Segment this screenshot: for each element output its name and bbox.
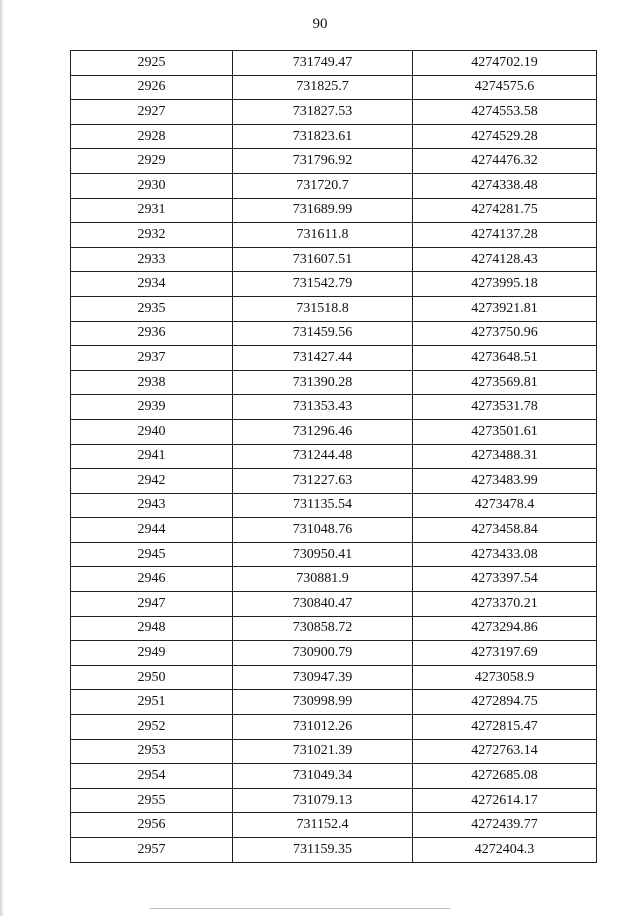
point-number-cell: 2946 [71,567,233,592]
point-number-cell: 2955 [71,788,233,813]
x-coordinate-cell: 731689.99 [233,198,413,223]
x-coordinate-cell: 731390.28 [233,370,413,395]
y-coordinate-cell: 4273483.99 [413,469,597,494]
y-coordinate-cell: 4273750.96 [413,321,597,346]
table-row [71,764,597,789]
point-number-cell: 2939 [71,395,233,420]
table-body [71,51,597,863]
x-coordinate-cell: 730998.99 [233,690,413,715]
x-coordinate-cell: 731749.47 [233,51,413,76]
point-number-cell: 2948 [71,616,233,641]
point-number-cell: 2928 [71,124,233,149]
x-coordinate-cell: 731518.8 [233,296,413,321]
x-coordinate-cell: 731720.7 [233,173,413,198]
x-coordinate-cell: 731021.39 [233,739,413,764]
x-coordinate-cell: 731542.79 [233,272,413,297]
x-coordinate-cell: 731135.54 [233,493,413,518]
point-number-cell: 2934 [71,272,233,297]
table-row [71,173,597,198]
point-number-cell: 2929 [71,149,233,174]
x-coordinate-cell: 731048.76 [233,518,413,543]
point-number-cell: 2949 [71,641,233,666]
point-number-cell: 2950 [71,665,233,690]
y-coordinate-cell: 4273569.81 [413,370,597,395]
y-coordinate-cell: 4274476.32 [413,149,597,174]
y-coordinate-cell: 4272763.14 [413,739,597,764]
point-number-cell: 2938 [71,370,233,395]
x-coordinate-cell: 731227.63 [233,469,413,494]
table-row [71,567,597,592]
table-row [71,272,597,297]
x-coordinate-cell: 731796.92 [233,149,413,174]
y-coordinate-cell: 4273478.4 [413,493,597,518]
y-coordinate-cell: 4273488.31 [413,444,597,469]
y-coordinate-cell: 4274128.43 [413,247,597,272]
y-coordinate-cell: 4274137.28 [413,223,597,248]
point-number-cell: 2942 [71,469,233,494]
table-row [71,149,597,174]
point-number-cell: 2952 [71,715,233,740]
point-number-cell: 2930 [71,173,233,198]
table-row [71,395,597,420]
table-row [71,321,597,346]
point-number-cell: 2944 [71,518,233,543]
x-coordinate-cell: 730840.47 [233,592,413,617]
y-coordinate-cell: 4272404.3 [413,838,597,863]
y-coordinate-cell: 4272439.77 [413,813,597,838]
point-number-cell: 2953 [71,739,233,764]
y-coordinate-cell: 4273501.61 [413,419,597,444]
x-coordinate-cell: 731825.7 [233,75,413,100]
table-row [71,838,597,863]
table-row [71,542,597,567]
table-row [71,715,597,740]
table-row [71,616,597,641]
x-coordinate-cell: 731459.56 [233,321,413,346]
table-row [71,690,597,715]
point-number-cell: 2957 [71,838,233,863]
y-coordinate-cell: 4273058.9 [413,665,597,690]
x-coordinate-cell: 731607.51 [233,247,413,272]
x-coordinate-cell: 731244.48 [233,444,413,469]
table-row [71,75,597,100]
table-row [71,665,597,690]
y-coordinate-cell: 4274575.6 [413,75,597,100]
point-number-cell: 2940 [71,419,233,444]
point-number-cell: 2937 [71,346,233,371]
y-coordinate-cell: 4272614.17 [413,788,597,813]
table-row [71,641,597,666]
y-coordinate-cell: 4273458.84 [413,518,597,543]
point-number-cell: 2925 [71,51,233,76]
table-row [71,198,597,223]
point-number-cell: 2936 [71,321,233,346]
point-number-cell: 2945 [71,542,233,567]
x-coordinate-cell: 731012.26 [233,715,413,740]
x-coordinate-cell: 730947.39 [233,665,413,690]
table-row [71,223,597,248]
point-number-cell: 2932 [71,223,233,248]
point-number-cell: 2926 [71,75,233,100]
y-coordinate-cell: 4274702.19 [413,51,597,76]
table-row [71,100,597,125]
table-row [71,813,597,838]
scan-edge-shadow [0,0,4,916]
y-coordinate-cell: 4273995.18 [413,272,597,297]
table-row [71,296,597,321]
table-row [71,493,597,518]
y-coordinate-cell: 4272815.47 [413,715,597,740]
y-coordinate-cell: 4272685.08 [413,764,597,789]
scan-bottom-line [150,908,450,909]
x-coordinate-cell: 730950.41 [233,542,413,567]
x-coordinate-cell: 731427.44 [233,346,413,371]
x-coordinate-cell: 731827.53 [233,100,413,125]
x-coordinate-cell: 730900.79 [233,641,413,666]
y-coordinate-cell: 4274338.48 [413,173,597,198]
table-row [71,739,597,764]
table-row [71,444,597,469]
point-number-cell: 2951 [71,690,233,715]
table-row [71,592,597,617]
x-coordinate-cell: 731152.4 [233,813,413,838]
x-coordinate-cell: 731159.35 [233,838,413,863]
x-coordinate-cell: 731353.43 [233,395,413,420]
point-number-cell: 2956 [71,813,233,838]
table-row [71,247,597,272]
x-coordinate-cell: 731823.61 [233,124,413,149]
y-coordinate-cell: 4273397.54 [413,567,597,592]
table-row [71,518,597,543]
point-number-cell: 2933 [71,247,233,272]
y-coordinate-cell: 4272894.75 [413,690,597,715]
table-row [71,124,597,149]
y-coordinate-cell: 4273294.86 [413,616,597,641]
point-number-cell: 2947 [71,592,233,617]
table-row [71,346,597,371]
x-coordinate-cell: 731049.34 [233,764,413,789]
y-coordinate-cell: 4273197.69 [413,641,597,666]
y-coordinate-cell: 4273531.78 [413,395,597,420]
y-coordinate-cell: 4273433.08 [413,542,597,567]
point-number-cell: 2935 [71,296,233,321]
table-row [71,788,597,813]
y-coordinate-cell: 4274281.75 [413,198,597,223]
x-coordinate-cell: 731296.46 [233,419,413,444]
point-number-cell: 2927 [71,100,233,125]
coordinates-table [70,50,597,863]
y-coordinate-cell: 4273370.21 [413,592,597,617]
y-coordinate-cell: 4274529.28 [413,124,597,149]
table-row [71,370,597,395]
x-coordinate-cell: 730881.9 [233,567,413,592]
point-number-cell: 2941 [71,444,233,469]
x-coordinate-cell: 731079.13 [233,788,413,813]
table-row [71,419,597,444]
y-coordinate-cell: 4273921.81 [413,296,597,321]
y-coordinate-cell: 4274553.58 [413,100,597,125]
table-row [71,51,597,76]
point-number-cell: 2954 [71,764,233,789]
point-number-cell: 2943 [71,493,233,518]
point-number-cell: 2931 [71,198,233,223]
x-coordinate-cell: 731611.8 [233,223,413,248]
x-coordinate-cell: 730858.72 [233,616,413,641]
page-number: 90 [312,16,328,32]
y-coordinate-cell: 4273648.51 [413,346,597,371]
table-row [71,469,597,494]
